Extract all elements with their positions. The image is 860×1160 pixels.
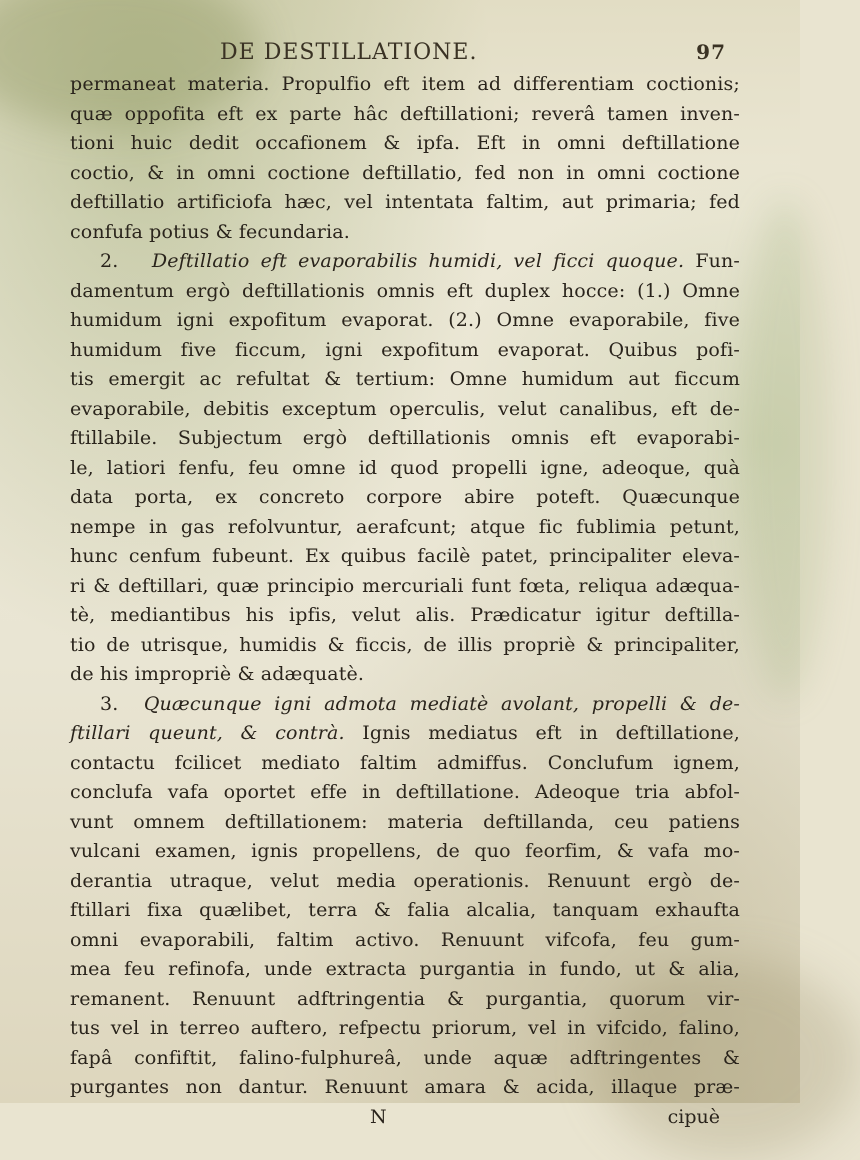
text-line: damentum ergò deftillationis omnis eft duplex hocce: (1.) Omne [70,279,740,302]
text-line: ftillari fixa quælibet, terra & falia alcalia, tanquam exhaufta [70,899,740,921]
section-lead-italic: Quæcunque igni admota mediatè avolant, propelli & de- [143,692,740,715]
text-line: tio de utrisque, humidis & ficcis, de illis propriè & principaliter, [70,633,740,656]
page-number: 97 [696,40,726,64]
text-line: evaporabile, debitis exceptum operculis, velut canalibus, eft de- [70,397,740,420]
plain-run: Ignis mediatus eft in deftillatione, [344,722,740,744]
text-line: tus vel in terreo aufterо, refpectu priorum, vel in vifcido, falino, [70,1017,740,1039]
text-line: deftillatio artificiofa hæc, vel intentata faltim, aut primaria; fed [70,191,740,213]
text-block [70,40,740,1131]
text-line: vulcani examen, ignis propellens, de quo feorfim, & vafa mo- [70,840,740,862]
text-line: vunt omnem deftillationem: materia deftillanda, ceu patiens [70,810,740,833]
text-line: purgantes non dantur. Renuunt amara & acida, illaque præ- [70,1076,740,1098]
text-line: de his impropriè & adæquatè. [70,663,365,685]
page-footer [70,1103,740,1131]
paragraph-1 [70,70,740,247]
italic-run: ftillari queunt, & contrà. [70,722,345,744]
paragraph-2 [70,247,740,690]
section-lead-line [70,247,740,277]
text-line: confufa potius & fecundaria. [70,220,350,243]
text-line: tis emergit ac refultat & tertium: Omne humidum aut ficcum [70,368,740,390]
text-line: le, latiori fenfu, feu omne id quod propelli igne, adeoque, quà [70,456,740,479]
text-line: fapâ confiftit, falino-fulphureâ, unde aquæ adftringentes & [70,1046,740,1069]
text-line-mixed [70,719,740,749]
text-line: contactu fcilicet mediato faltim admiffus. Conclufum ignem, [70,751,740,774]
text-line: nempe in gas refolvuntur, aerafcunt; atque fic fublimia petunt, [70,515,740,538]
text-line: mea feu refinofa, unde extracta purgantia in fundo, ut & alia, [70,958,740,980]
stain-right-edge [740,200,830,700]
text-line: tè, mediantibus his ipfis, velut alis. Prædicatur igitur deftilla- [70,604,740,626]
text-line: quæ oppofita eft ex parte hâc deftillationi; reverâ tamen inven- [70,102,740,125]
section-lead-line [70,690,740,720]
text-line: remanent. Renuunt adftringentia & purgantia, quorum vir- [70,987,740,1010]
text-line: derantia utraque, velut media operationis. Renuunt ergò de- [70,869,740,892]
text-line: omni evaporabili, faltim activo. Renuunt vifcofa, feu gum- [70,928,740,951]
signature-mark: N [370,1105,387,1128]
running-head [70,40,740,70]
text-line: ftillabile. Subjectum ergò deftillationis omnis eft evaporabi- [70,427,740,449]
text-line: permaneat materia. Propulfio eft item ad differentiam coctionis; [70,73,740,95]
text-line: data porta, ex concreto corpore abire poteft. Quæcunque [70,486,740,508]
text-line: ri & deftillari, quæ principio mercuriali funt fœta, reliqua adæqua- [70,574,740,597]
running-head-title: DE DESTILLATIONE. [220,40,478,65]
text-line: tioni huic dedit occafionem & ipfa. Eft in omni deftillatione [70,132,740,154]
section-lead-italic: Deftillatio eft evaporabilis humidi, vel ficci quoque. [151,250,685,272]
text-line: humidum igni expofitum evaporat. (2.) Omne evaporabile, five [70,309,740,331]
paragraph-3 [70,690,740,1103]
section-number: 2. [100,250,119,272]
text-line: hunc cenfum fubeunt. Ex quibus facilè patet, principaliter eleva- [70,545,740,567]
section-lead-tail: Fun- [695,250,740,272]
text-line: humidum five ficcum, igni expofitum evaporat. Quibus pofi- [70,338,740,361]
catchword: cipuè [667,1105,720,1128]
section-number: 3. [100,692,119,715]
text-line: conclufa vafa oportet effe in deftillatione. Adeoque tria abfol- [70,781,740,803]
text-line: coctio, & in omni coctione deftillatio, fed non in omni coctione [70,161,740,184]
